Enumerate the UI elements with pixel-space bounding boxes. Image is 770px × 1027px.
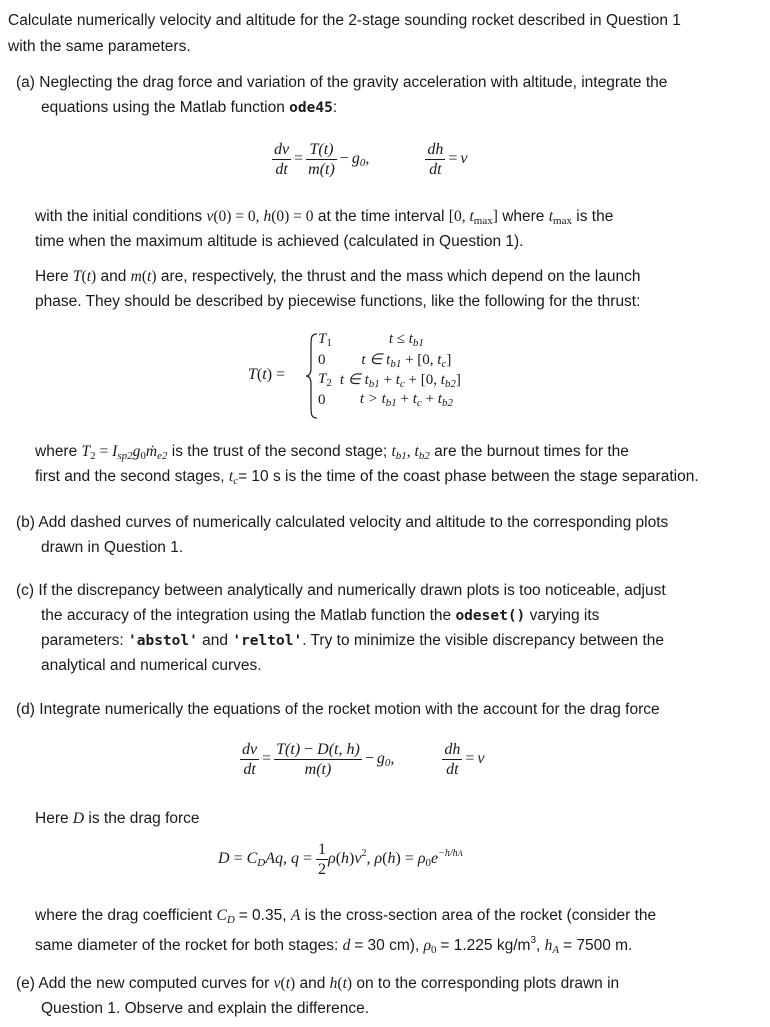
where-prefix: where (35, 443, 82, 460)
scale-height-value: = 7500 m. (562, 937, 633, 954)
where-mid: is the trust of the second stage; (167, 443, 392, 460)
part-e-line-2: Question 1. Observe and explain the difference. (41, 1000, 370, 1017)
part-d-line-1 (16, 697, 660, 722)
here-line-2: phase. They should be described by piecewise functions, like the following for the thrust: (35, 293, 641, 310)
part-b-label: (b) (16, 514, 35, 531)
where-suffix: are the burnout times for the (429, 443, 629, 460)
part-b-text: Add dashed curves of numerically calculated velocity and altitude to the corresponding plots (38, 514, 669, 531)
part-d-where-prefix: where the drag coefficient (35, 907, 217, 924)
part-e-line-1-prefix: Add the new computed curves for (38, 975, 274, 992)
initial-mid: at the time interval (313, 208, 449, 225)
abstol-param: 'abstol' (128, 633, 198, 649)
part-a-line-2-prefix: equations using the Matlab function (41, 99, 290, 116)
part-c-line-2-suffix: varying its (525, 607, 600, 624)
where-line-2-suffix: is the time of the coast phase between the stage separation. (280, 468, 699, 485)
part-b-line-1 (16, 510, 668, 535)
initial-prefix: with the initial conditions (35, 208, 207, 225)
part-a-line-2 (41, 95, 337, 121)
part-c-line-3-and: and (197, 632, 233, 649)
part-c-line-1 (16, 578, 666, 603)
part-d-here-suffix: is the drag force (84, 810, 200, 827)
where-line-2: first and the second stages, $t_c= 10$ s is the time of the coast phase between the stage separation. (35, 468, 699, 487)
part-c-text: If the discrepancy between analytically and numerically drawn plots is too noticeable, adjust (38, 582, 666, 599)
part-c-line-2-prefix: the accuracy of the integration using the Matlab function the (41, 607, 456, 624)
odeset-function: odeset() (455, 608, 526, 624)
ode45-function: ode45 (289, 100, 333, 116)
density-value: = 1.225 kg/m (440, 937, 531, 954)
part-d-here: Here D is the drag force (35, 810, 200, 827)
part-b-line-2: drawn in Question 1. (41, 539, 184, 556)
initial-suffix: is the (572, 208, 614, 225)
part-a-text: Neglecting the drag force and variation of the gravity acceleration with altitude, integrate the (39, 74, 668, 91)
part-c-line-2 (41, 603, 599, 629)
here-and: and (96, 268, 131, 285)
part-a-line-2-suffix: : (332, 99, 338, 116)
part-d-where-suffix: is the cross-section area of the rocket (consider the (300, 907, 657, 924)
reltol-param: 'reltol' (232, 633, 303, 649)
initial-conditions-line-1: with the initial conditions v(0) = 0, h(0) = 0 at the time interval [0, $t_{max}$] where $t_{max}$ is the (35, 208, 614, 227)
part-e-line-1: (e) Add the new computed curves for v(t) and h(t) on to the corresponding plots drawn in (16, 975, 620, 992)
piecewise-cases: $T_1$ $t \le t_{b1}$ 0 t ∈ $t_{b1} + [0$, $t_c$] $T_2$ t ∈ $t_{b1} + t_c + [0$, $t_{b2}$] 0 $t > t_{b1} + t_c + t_{b2}$ (318, 331, 461, 409)
drag-coefficient-value: = 0.35 (238, 907, 283, 924)
initial-conditions-line-2: time when the maximum altitude is achieved (calculated in Question 1). (35, 233, 524, 250)
part-a-line-1 (16, 70, 667, 95)
initial-where: where (497, 208, 549, 225)
intro-line-1: Calculate numerically velocity and altitude for the 2-stage sounding rocket described in Question 1 (8, 12, 681, 29)
intro-line-2: with the same parameters. (8, 38, 191, 55)
part-d-here-prefix: Here (35, 810, 73, 827)
here-prefix: Here (35, 268, 73, 285)
part-c-line-3 (41, 628, 664, 654)
thrust-lhs: T(t) = (248, 366, 286, 383)
part-e-line-1-suffix: on to the corresponding plots drawn in (352, 975, 620, 992)
part-c-label: (c) (16, 582, 35, 599)
part-d-label: (d) (16, 701, 35, 718)
here-suffix: are, respectively, the thrust and the mass which depend on the launch (156, 268, 641, 285)
part-c-line-3-prefix: parameters: (41, 632, 129, 649)
part-c-line-3-suffix: . Try to minimize the visible discrepancy between the (302, 632, 665, 649)
part-e-label: (e) (16, 975, 35, 992)
where-line-1: where $T_2$ = $I_{sp2}g_0ṁ_{e2}$ is the trust of the second stage; $t_{b1}$, $t_{b2}$ are the burnout times for the (35, 443, 629, 462)
part-d-where-mid: , (282, 907, 291, 924)
part-d-line-2-prefix: same diameter of the rocket for both stages: (35, 937, 343, 954)
where-line-2-prefix: first and the second stages, (35, 468, 229, 485)
part-d-where-line-2: same diameter of the rocket for both stages: d = 30 cm), $\rho_0 = 1.225$ $kg/m^3$, $h_A = 7500$ m. (35, 935, 633, 956)
equation-d: $\frac{dv}{dt}$ = $\frac{T(t) - D(t, h)}{m(t)}$ − $g_0$, $\frac{dh}{dt}$ = v (242, 741, 485, 778)
part-a-label: (a) (16, 74, 35, 91)
drag-equation: $D = C_DAq$, q = $\frac{1}{2}$ $\rho(h)v^2$, $\rho(h) = \rho_0e^{-h/hA}$ (218, 841, 463, 878)
part-c-line-4: analytical and numerical curves. (41, 657, 262, 674)
diameter-value: = 30 cm) (354, 937, 415, 954)
coast-time-value: = 10 s (238, 468, 281, 485)
part-d-where-line-1: where the drag coefficient $C_D = 0.35$, A is the cross-section area of the rocket (consider the (35, 907, 657, 926)
part-e-line-1-and: and (295, 975, 330, 992)
here-line-1: Here T(t) and m(t) are, respectively, the thrust and the mass which depend on the launch (35, 268, 641, 285)
equation-a: $\frac{dv}{dt}$ = $\frac{T(t)}{m(t)}$ − $g_0$, $\frac{dh}{dt}$ = v (274, 141, 468, 178)
part-d-text: Integrate numerically the equations of the rocket motion with the account for the drag force (39, 701, 660, 718)
